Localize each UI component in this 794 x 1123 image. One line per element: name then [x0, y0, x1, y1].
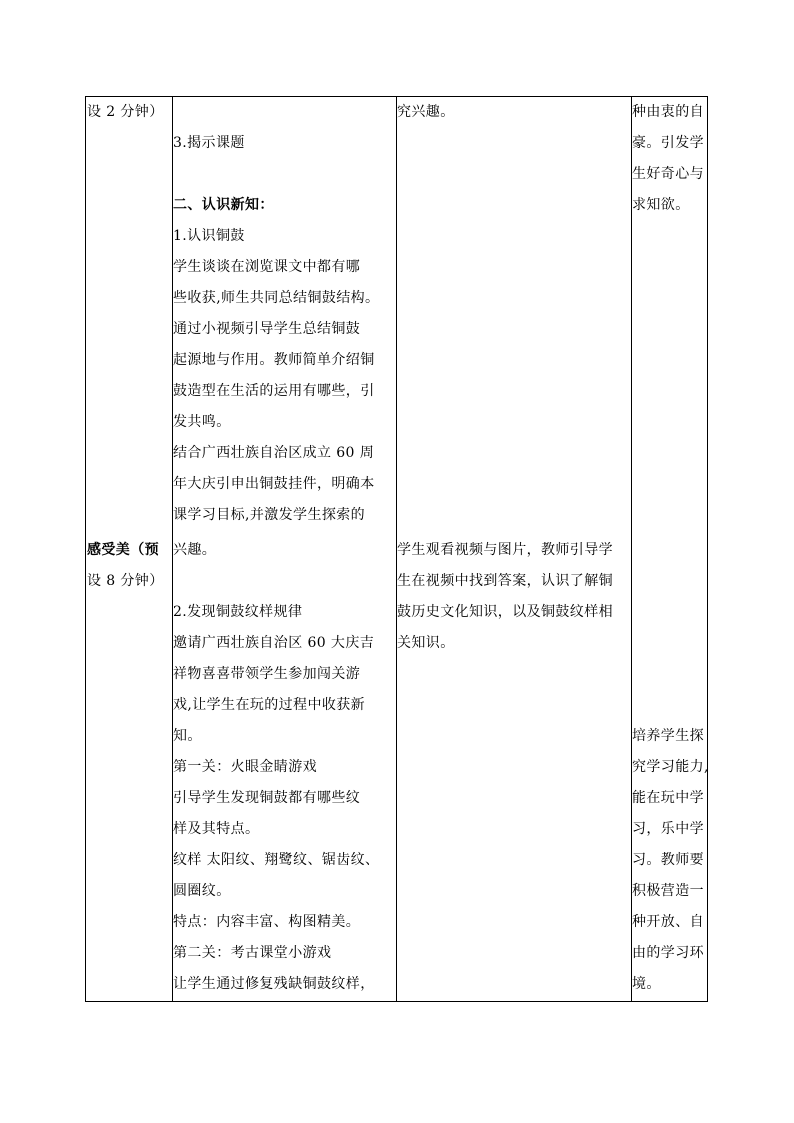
content-line: 知。	[173, 728, 202, 744]
content-line: 特点：内容丰富、构图精美。	[173, 914, 361, 930]
content-line: 样及其特点。	[173, 821, 260, 837]
content-line: 1.认识铜鼓	[173, 228, 245, 244]
content-line: 圆圈纹。	[173, 883, 231, 899]
content-line: 兴趣。	[173, 542, 217, 558]
content-line: 祥物喜喜带领学生参加闯关游	[173, 666, 361, 682]
activity-line: 鼓历史文化知识，以及铜鼓纹样相	[397, 604, 613, 620]
stage-time-prev: 设 2 分钟）	[87, 104, 164, 120]
content-line: 鼓造型在生活的运用有哪些，引	[173, 383, 375, 399]
teaching-content-column	[173, 97, 395, 1001]
intent-line: 生好奇心与	[632, 166, 704, 182]
intent-line: 豪。引发学	[632, 135, 704, 151]
content-line: 结合广西壮族自治区成立 60 周	[173, 445, 375, 461]
intent-line: 境。	[632, 976, 661, 992]
content-line: 2.发现铜鼓纹样规律	[173, 604, 303, 620]
content-line: 学生谈谈在浏览课文中都有哪	[173, 259, 361, 275]
content-line: 邀请广西壮族自治区 60 大庆吉	[173, 635, 375, 651]
content-line: 起源地与作用。教师简单介绍铜	[173, 352, 375, 368]
design-intent-column	[632, 97, 708, 1001]
intent-line: 能在玩中学	[632, 790, 704, 806]
intent-line: 习。教师要	[632, 852, 704, 868]
lesson-plan-table	[85, 96, 708, 1002]
activity-line: 生在视频中找到答案，认识了解铜	[397, 573, 613, 589]
intent-line: 由的学习环	[632, 945, 704, 961]
activity-line: 学生观看视频与图片，教师引导学	[397, 542, 613, 558]
stage-title: 感受美（预	[87, 542, 159, 558]
section-heading: 二、认识新知：	[173, 197, 274, 213]
content-line: 第二关：考古课堂小游戏	[173, 945, 332, 961]
content-line: 发共鸣。	[173, 414, 231, 430]
content-line: 课学习目标,并激发学生探索的	[173, 507, 366, 523]
content-line: 纹样 太阳纹、翔鹭纹、锯齿纹、	[173, 852, 380, 868]
intent-line: 种由衷的自	[632, 104, 704, 120]
student-activity-column	[397, 97, 630, 1001]
activity-line: 关知识。	[397, 635, 455, 651]
content-line: 第一关：火眼金睛游戏	[173, 759, 317, 775]
content-line: 通过小视频引导学生总结铜鼓	[173, 321, 361, 337]
intent-line: 积极营造一	[632, 883, 704, 899]
content-line: 3.揭示课题	[173, 135, 245, 151]
intent-line: 培养学生探	[632, 728, 704, 744]
content-line: 些收获,师生共同总结铜鼓结构。	[173, 290, 380, 306]
activity-line: 究兴趣。	[397, 104, 455, 120]
content-line: 戏,让学生在玩的过程中收获新	[173, 697, 366, 713]
intent-line: 习，乐中学	[632, 821, 704, 837]
content-line: 年大庆引申出铜鼓挂件，明确本	[173, 476, 375, 492]
stage-time: 设 8 分钟）	[87, 573, 164, 589]
intent-line: 求知欲。	[632, 197, 690, 213]
intent-line: 种开放、自	[632, 914, 704, 930]
content-line: 引导学生发现铜鼓都有哪些纹	[173, 790, 361, 806]
content-line: 让学生通过修复残缺铜鼓纹样，	[173, 976, 375, 992]
intent-line: 究学习能力,	[632, 759, 709, 775]
stage-column	[87, 97, 171, 1001]
